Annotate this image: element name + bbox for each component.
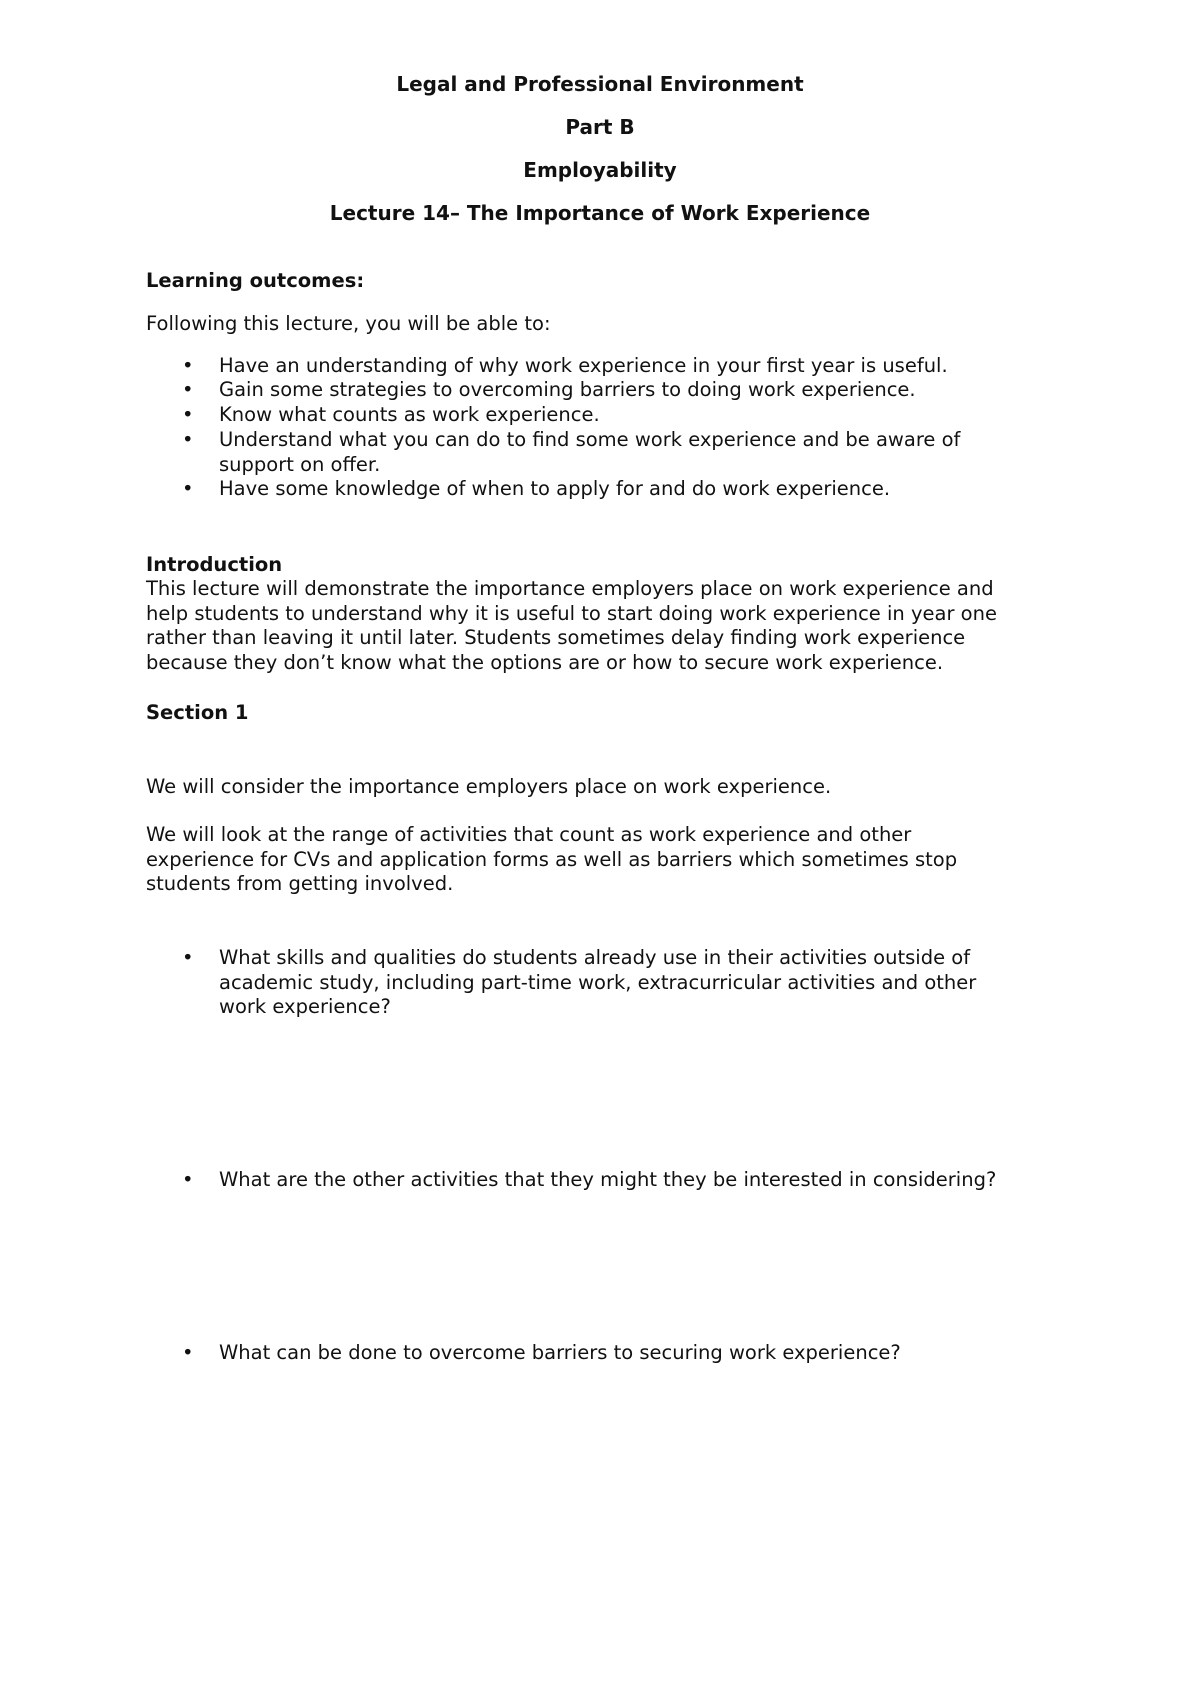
bullet-icon: •: [182, 354, 194, 377]
bullet-icon: •: [182, 378, 194, 401]
outcome-text: Have an understanding of why work experience in your first year is useful.: [219, 354, 948, 377]
course-title: Legal and Professional Environment: [396, 72, 804, 96]
bullet-icon: •: [182, 946, 194, 969]
introduction-paragraph: This lecture will demonstrate the importance employers place on work experience and help students to understand why it is useful to start doing work experience in year one rather than leaving it until later. Students sometimes delay finding work experience because they don’t know what the options are or how to secure work experience.: [146, 577, 997, 674]
outcome-text: Have some knowledge of when to apply for and do work experience.: [219, 477, 891, 500]
bullet-icon: •: [182, 1341, 194, 1364]
question-text: What are the other activities that they might they be interested in considering?: [219, 1168, 997, 1191]
bullet-icon: •: [182, 403, 194, 426]
question-text: What can be done to overcome barriers to securing work experience?: [219, 1341, 901, 1364]
lecture-title: Lecture 14– The Importance of Work Experience: [329, 201, 871, 225]
outcome-text: Know what counts as work experience.: [219, 403, 600, 426]
bullet-icon: •: [182, 477, 194, 500]
learning-outcomes-heading: Learning outcomes:: [146, 269, 365, 292]
outcome-text: support on offer.: [219, 452, 381, 476]
section-1-paragraph-1: We will consider the importance employers place on work experience.: [146, 775, 832, 798]
learning-outcomes-intro: Following this lecture, you will be able to:: [146, 312, 551, 335]
bullet-icon: •: [182, 1168, 194, 1191]
question-text: work experience?: [219, 995, 391, 1018]
introduction-heading: Introduction: [146, 553, 283, 576]
outcome-text: Gain some strategies to overcoming barriers to doing work experience.: [219, 378, 916, 401]
outcome-text: Understand what you can do to find some work experience and be aware of: [219, 428, 961, 451]
bullet-icon: •: [182, 428, 194, 451]
topic-title: Employability: [523, 158, 677, 182]
question-text: What skills and qualities do students already use in their activities outside of: [219, 946, 971, 969]
part-label: Part B: [565, 115, 635, 139]
section-1-heading: Section 1: [146, 701, 249, 724]
section-1-paragraph-2: We will look at the range of activities that count as work experience and other experience for CVs and application forms as well as barriers which sometimes stop students from getting involved.: [146, 823, 958, 895]
question-text: academic study, including part-time work, extracurricular activities and other: [219, 970, 977, 994]
